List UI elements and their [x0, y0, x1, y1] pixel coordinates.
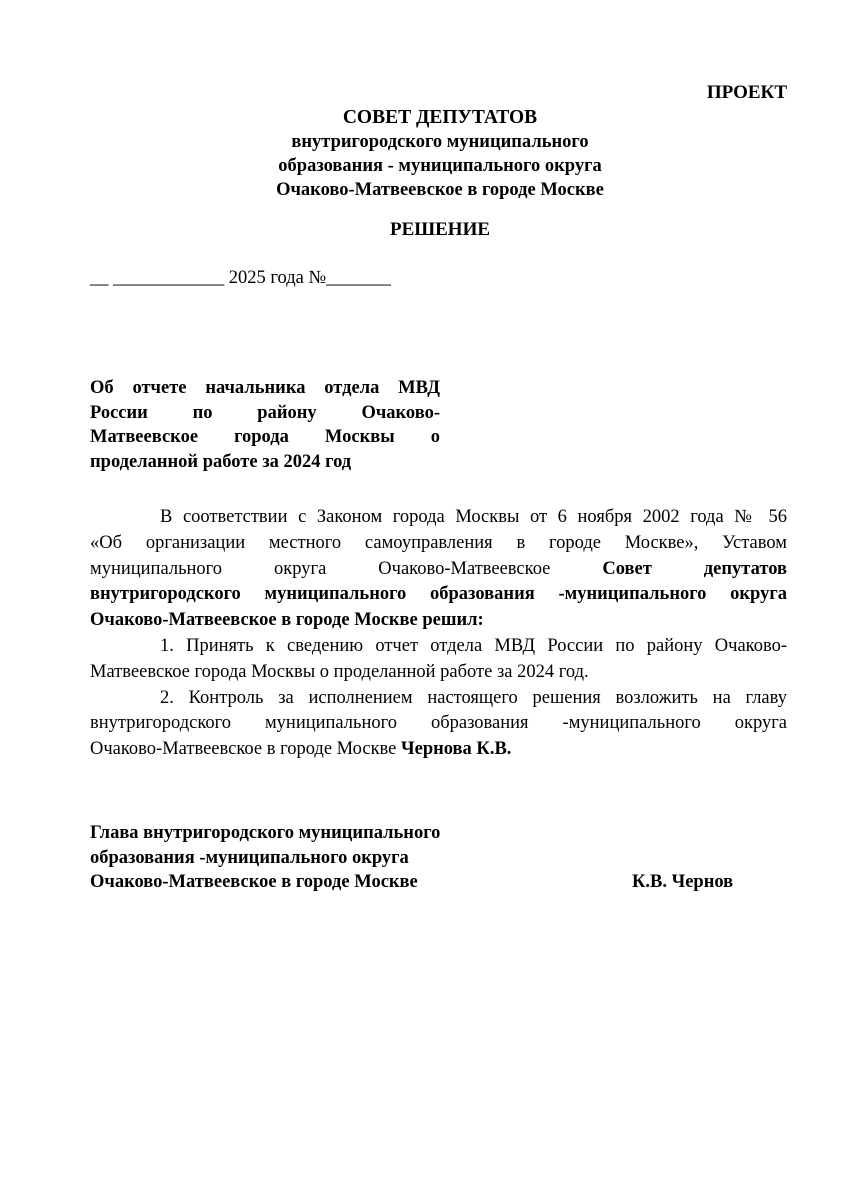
date-number-line: __ ____________ 2025 года №_______: [90, 268, 391, 288]
preamble-line-bold: внутригородского муниципального образования -муниципального округа: [90, 584, 787, 605]
head-name-bold: Чернова К.В.: [401, 739, 512, 760]
preamble-line: В соответствии с Законом города Москвы от 6 ноября 2002 года № 56: [160, 507, 787, 527]
org-line: образования - муниципального округа: [278, 156, 602, 176]
signatory-title-line: Очаково-Матвеевское в городе Москве: [90, 872, 418, 892]
org-line: Очаково-Матвеевское в городе Москве: [276, 180, 604, 200]
item-2-text: Очаково-Матвеевское в городе Москве: [90, 739, 402, 760]
subject-line: Об отчете начальника отдела МВД: [90, 378, 440, 398]
decision-body: [90, 505, 787, 763]
preamble-text: муниципального округа Очаково-Матвеевское: [90, 558, 603, 579]
decision-subject: [90, 376, 440, 474]
signatory-title-line: Глава внутригородского муниципального: [90, 823, 441, 843]
document-type: РЕШЕНИЕ: [389, 219, 491, 240]
council-name-bold: Совет депутатов: [602, 558, 787, 579]
signature-block: [90, 821, 750, 895]
item-1-line: 1. Принять к сведению отчет отдела МВД России по району Очаково-: [160, 635, 787, 656]
preamble-line: [90, 557, 787, 583]
item-2-line: 2. Контроль за исполнением настоящего решения возложить на главу: [160, 687, 787, 708]
item-1-line: Матвеевское города Москвы о проделанной работе за 2024 год.: [90, 661, 589, 682]
signatory-title-line: образования -муниципального округа: [90, 847, 409, 868]
subject-line: России по району Очаково-: [90, 402, 440, 423]
signatory-name: К.В. Чернов: [632, 872, 734, 892]
preamble-line: «Об организации местного самоуправления в городе Москве», Уставом: [90, 532, 787, 553]
signatory-title-row: [90, 870, 750, 895]
document-header: [90, 106, 790, 202]
subject-line: проделанной работе за 2024 год: [90, 451, 352, 472]
preamble-line-bold: Очаково-Матвеевское в городе Москве решил:: [90, 610, 484, 631]
org-line: внутригородского муниципального: [291, 132, 589, 152]
item-2-line: внутригородского муниципального образования -муниципального округа: [90, 713, 787, 734]
subject-line: Матвеевское города Москвы о: [90, 427, 440, 447]
draft-stamp: ПРОЕКТ: [706, 82, 787, 103]
council-title: СОВЕТ ДЕПУТАТОВ: [342, 107, 538, 128]
item-2-line: [90, 737, 787, 763]
